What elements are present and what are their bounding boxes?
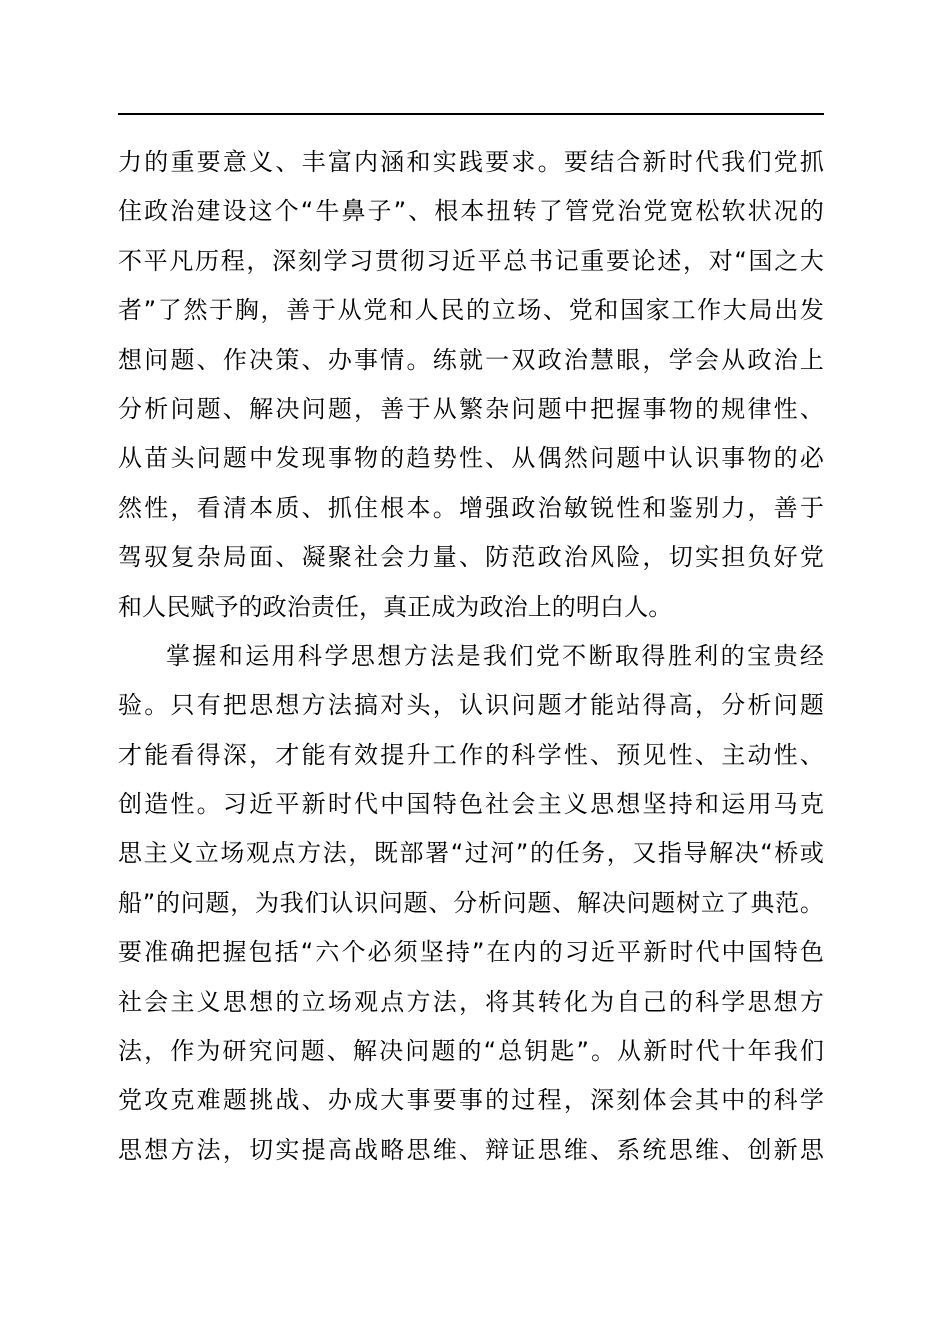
text-line: 和人民赋予的政治责任，真正成为政治上的明白人。 (118, 592, 673, 621)
header-rule (118, 113, 824, 115)
text-line: 力的重要意义、丰富内涵和实践要求。要结合新时代我们党抓 (118, 148, 824, 176)
text-line: 然性，看清本质、抓住根本。增强政治敏锐性和鉴别力，善于 (118, 493, 824, 522)
text-line: 分析问题、解决问题，善于从繁杂问题中把握事物的规律性、 (118, 394, 824, 423)
text-line: 思想方法，切实提高战略思维、辩证思维、系统思维、创新思 (118, 1135, 824, 1164)
text-line: 要准确把握包括“六个必须坚持”在内的习近平新时代中国特色 (118, 938, 824, 967)
text-line: 才能看得深，才能有效提升工作的科学性、预见性、主动性、 (118, 740, 824, 769)
body-text (118, 138, 824, 1175)
text-line: 社会主义思想的立场观点方法，将其转化为自己的科学思想方 (118, 987, 824, 1016)
text-line: 验。只有把思想方法搞对头，认识问题才能站得高，分析问题 (118, 691, 824, 720)
text-line: 驾驭复杂局面、凝聚社会力量、防范政治风险，切实担负好党 (118, 543, 824, 572)
text-line: 掌握和运用科学思想方法是我们党不断取得胜利的宝贵经 (166, 641, 824, 670)
text-line: 从苗头问题中发现事物的趋势性、从偶然问题中认识事物的必 (118, 444, 824, 473)
text-line: 不平凡历程，深刻学习贯彻习近平总书记重要论述，对“国之大 (118, 246, 824, 275)
text-line: 住政治建设这个“牛鼻子”、根本扭转了管党治党宽松软状况的 (118, 197, 824, 226)
text-line: 法，作为研究问题、解决问题的“总钥匙”。从新时代十年我们 (118, 1037, 824, 1066)
paragraph-2 (118, 632, 824, 1175)
text-line: 创造性。习近平新时代中国特色社会主义思想坚持和运用马克 (118, 790, 824, 819)
text-line: 者”了然于胸，善于从党和人民的立场、党和国家工作大局出发 (118, 296, 824, 325)
text-line: 思主义立场观点方法，既部署“过河”的任务，又指导解决“桥或 (118, 839, 824, 868)
paragraph-1 (118, 138, 824, 632)
text-line: 船”的问题，为我们认识问题、分析问题、解决问题树立了典范。 (118, 888, 824, 917)
text-line: 党攻克难题挑战、办成大事要事的过程，深刻体会其中的科学 (118, 1086, 824, 1115)
text-line: 想问题、作决策、办事情。练就一双政治慧眼，学会从政治上 (118, 345, 824, 374)
